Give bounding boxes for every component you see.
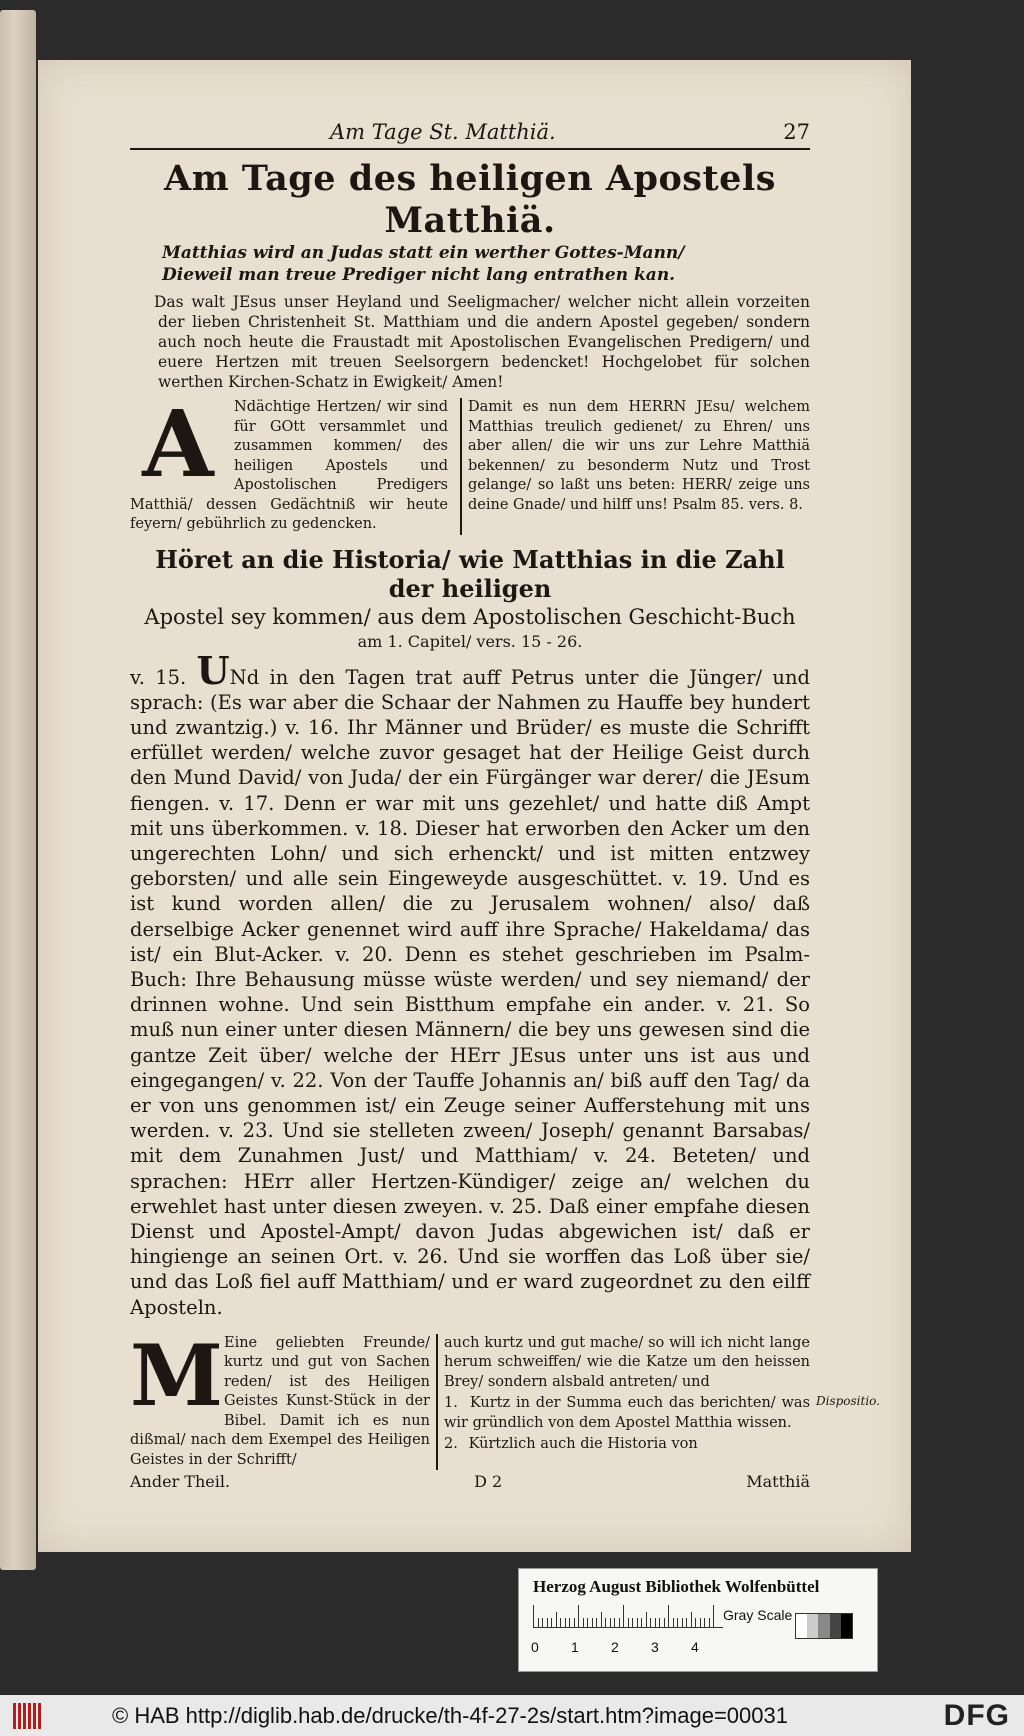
decorated-initial: A	[142, 390, 214, 498]
scale-tick	[704, 1618, 705, 1627]
scale-tick	[610, 1618, 611, 1627]
catchword-left: Ander Theil.	[130, 1472, 231, 1492]
scale-tick	[623, 1605, 624, 1627]
section-heading-line: Höret an die Historia/ wie Matthias in die Zahl der heiligen	[155, 544, 785, 603]
column-divider	[460, 398, 462, 535]
scale-tick	[632, 1618, 633, 1627]
library-name: Herzog August Bibliothek Wolfenbüttel	[533, 1577, 820, 1596]
scale-number: 0	[531, 1639, 539, 1655]
scale-tick	[641, 1618, 642, 1627]
scale-tick	[677, 1618, 678, 1627]
scale-tick	[538, 1618, 539, 1627]
list-item	[444, 1394, 810, 1433]
scale-tick	[596, 1618, 597, 1627]
scale-tick	[601, 1612, 602, 1627]
logo-bar	[33, 1703, 36, 1729]
scale-tick	[673, 1618, 674, 1627]
sermon-two-column	[130, 1325, 880, 1471]
scale-tick	[578, 1605, 579, 1627]
intro-left-text: Ndächtige Hertzen/ wir sind für GOtt versammlet und zusammen kommen/ des heiligen Apostels und Apostolischen Predigers Matthiä/ dessen Gedächtniß wir heute feyern/ gebührlich zu gedencken.	[130, 399, 448, 532]
scale-tick	[682, 1618, 683, 1627]
scale-tick	[659, 1618, 660, 1627]
logo-bar	[13, 1703, 16, 1729]
motto-line: Dieweil man treue Prediger nicht lang entrathen kan.	[162, 265, 676, 285]
dfg-logo: DFG	[943, 1699, 1010, 1732]
section-heading	[130, 545, 810, 632]
scale-tick	[619, 1618, 620, 1627]
intro-two-column	[130, 390, 810, 535]
motto	[162, 242, 810, 286]
document-page	[38, 60, 911, 1552]
scale-tick	[614, 1618, 615, 1627]
scale-tick	[592, 1618, 593, 1627]
column-divider	[436, 1334, 438, 1471]
gray-scale-label: Gray Scale	[723, 1607, 793, 1623]
logo-bar	[28, 1703, 31, 1729]
logo-bars-icon	[13, 1703, 41, 1729]
gray-swatch	[796, 1614, 807, 1638]
list-text: Kurtz in der Summa euch das berichten/ was wir gründlich von dem Apostel Matthia wissen.	[444, 1395, 811, 1431]
scale-tick	[650, 1618, 651, 1627]
verse-body: Nd in den Tagen trat auff Petrus unter die Jünger/ und sprach: (Es war aber die Schaar der Nahmen zu Hauffe bey hundert und zwantzig.) v. 16. Ihr Männer und Brüder/ es muste die Schrifft erfüllet werden/ welche zuvor gesaget hat der Heilige Geist durch den Mund David/ von Juda/ der ein Fürgänger war derer/ die JEsum fiengen. v. 17. Denn er war mit uns gezehlet/ und hatte diß Ampt mit uns überkommen. v. 18. Dieser hat erworben den Acker um den ungerechten Lohn/ und sich erhenckt/ und ist mitten entzwey geborsten/ und alle sein Eingeweyde ausgeschüttet. v. 19. Und es ist kund worden allen/ die zu Jerusalem wohnen/ also/ daß derselbige Acker genennet wird auff ihre Sprache/ Hakeldama/ das ist/ ein Blut-Acker. v. 20. Denn es stehet geschrieben im Psalm-Buch: Ihre Behausung müsse wüste werden/ und sey niemand/ der drinnen wohne. Und sein Bistthum empfahe ein ander. v. 21. So muß nun einer unter diesen Männern/ die bey uns gewesen sind die gantze Zeit über/ welche der HErr JEsus unter uns ist aus und eingegangen/ v. 22. Von der Tauffe Johannis an/ biß auff den Tag/ da er von uns genommen ist/ ein Zeuge seiner Aufferstehung mit uns werden. v. 23. Und sie stelleten zween/ Joseph/ genannt Barsabas/ mit dem Zunahmen Just/ und Matthiam/ v. 24. Beteten/ und sprachen: HErr aller Hertzen-Kündiger/ zeige an/ welchen du erwehlet hast unter diesen zweyen. v. 25. Daß einer empfahe diesen Dienst und Apostel-Ampt/ davon Judas abgewichen ist/ daß er hingienge an seinen Ort. v. 26. Und sie worffen das Loß über sie/ und das Loß fiel auff Matthiam/ und er ward zugeordnet zu den eilff Aposteln.	[130, 665, 810, 1319]
list-number: 2.	[444, 1436, 458, 1453]
catchword: Matthiä	[746, 1472, 810, 1492]
scripture-reference: am 1. Capitel/ vers. 15 - 26.	[357, 631, 583, 651]
scale-tick	[709, 1618, 710, 1627]
intro-left-column	[130, 390, 454, 535]
list-item	[444, 1435, 810, 1455]
scale-number: 1	[571, 1639, 579, 1655]
scale-tick	[695, 1618, 696, 1627]
scale-number: 2	[611, 1639, 619, 1655]
gray-swatch	[830, 1614, 841, 1638]
scale-tick	[637, 1618, 638, 1627]
scale-tick	[574, 1618, 575, 1627]
main-title: Am Tage des heiligen Apostels Matthiä.	[164, 158, 776, 241]
list-text: Kürtzlich auch die Historia von	[468, 1436, 698, 1453]
verse-initial: U	[196, 647, 230, 693]
text-column	[130, 120, 880, 1492]
scale-tick	[700, 1618, 701, 1627]
page-number: 27	[783, 120, 810, 144]
scale-tick	[560, 1618, 561, 1627]
section-heading-line: Apostel sey kommen/ aus dem Apostolischen Geschicht-Buch	[144, 604, 796, 629]
gray-swatch	[807, 1614, 818, 1638]
scale-tick	[587, 1618, 588, 1627]
list-number: 1.	[444, 1395, 458, 1412]
scale-tick	[668, 1605, 669, 1627]
scale-tick	[542, 1618, 543, 1627]
scripture-text	[130, 647, 810, 1320]
scale-tick	[533, 1605, 534, 1627]
scale-tick	[565, 1618, 566, 1627]
scale-number: 4	[691, 1639, 699, 1655]
scale-tick	[551, 1618, 552, 1627]
book-edge	[0, 10, 36, 1570]
scale-tick	[556, 1612, 557, 1627]
scale-tick	[547, 1618, 548, 1627]
scale-tick	[628, 1618, 629, 1627]
footer-bar	[0, 1695, 1024, 1736]
gray-swatch	[818, 1614, 829, 1638]
page-footer-line	[130, 1472, 810, 1491]
gray-swatch	[841, 1614, 852, 1638]
opening-prayer: Das walt JEsus unser Heyland und Seeligmacher/ welcher nicht allein vorzeiten der lieben Christenheit St. Matthiam und die andern Apostel gegeben/ sondern auch noch heute die Fraustadt mit Apostolischen Evangelischen Predigern/ und euere Hertzen mit treuen Seelsorgern bedencket! Hochgelobet für solchen werthen Kirchen-Schatz in Ewigkeit/ Amen!	[154, 293, 810, 391]
running-head	[130, 120, 810, 150]
sermon-right-text: auch kurtz und gut mache/ so will ich nicht lange herum schweiffen/ wie die Katze um den heissen Brey/ sondern alsbald antreten/ und	[444, 1334, 810, 1390]
scale-tick	[686, 1618, 687, 1627]
verse-label: v. 15.	[130, 665, 187, 689]
signature-mark: D 2	[474, 1472, 503, 1492]
scale-tick	[691, 1612, 692, 1627]
scale-tick	[605, 1618, 606, 1627]
scale-tick	[583, 1618, 584, 1627]
intro-right-text: Damit es nun dem HERRN JEsu/ welchem Matthias treulich gedienet/ zu Ehren/ uns aber allen/ die wir uns zur Lehre Matthiä bekennen/ zu besonderm Nutz und Trost gelange/ so laßt uns beten: HERR/ zeige uns deine Gnade/ und hilff uns! Psalm 85. vers. 8.	[468, 399, 810, 513]
gray-scale-swatches	[795, 1613, 853, 1639]
margin-note: Dispositio.	[815, 1393, 880, 1408]
scale-tick	[569, 1618, 570, 1627]
scale-tick	[713, 1605, 714, 1627]
library-label-card	[518, 1568, 878, 1672]
scale-tick	[655, 1618, 656, 1627]
sermon-left-column	[130, 1325, 430, 1471]
logo-bar	[38, 1703, 41, 1729]
logo-bar	[18, 1703, 21, 1729]
decorated-initial: M	[130, 1325, 223, 1425]
logo-bar	[23, 1703, 26, 1729]
scale-tick	[646, 1612, 647, 1627]
motto-line: Matthias wird an Judas statt ein werther Gottes-Mann/	[162, 243, 685, 263]
hab-logo	[4, 1698, 50, 1734]
scale-tick	[664, 1618, 665, 1627]
sermon-right-column	[444, 1334, 810, 1471]
scale-number: 3	[651, 1639, 659, 1655]
running-title: Am Tage St. Matthiä.	[330, 120, 556, 144]
measurement-scale	[533, 1603, 723, 1628]
sermon-left-text: Eine geliebten Freunde/ kurtz und gut von Sachen reden/ ist des Heiligen Geistes Kunst-Stück in der Bibel. Damit ich es nun dißmal/ nach dem Exempel des Heiligen Geistes in der Schrifft/	[130, 1334, 430, 1468]
copyright-url: © HAB http://diglib.hab.de/drucke/th-4f-27-2s/start.htm?image=00031	[112, 1702, 788, 1728]
